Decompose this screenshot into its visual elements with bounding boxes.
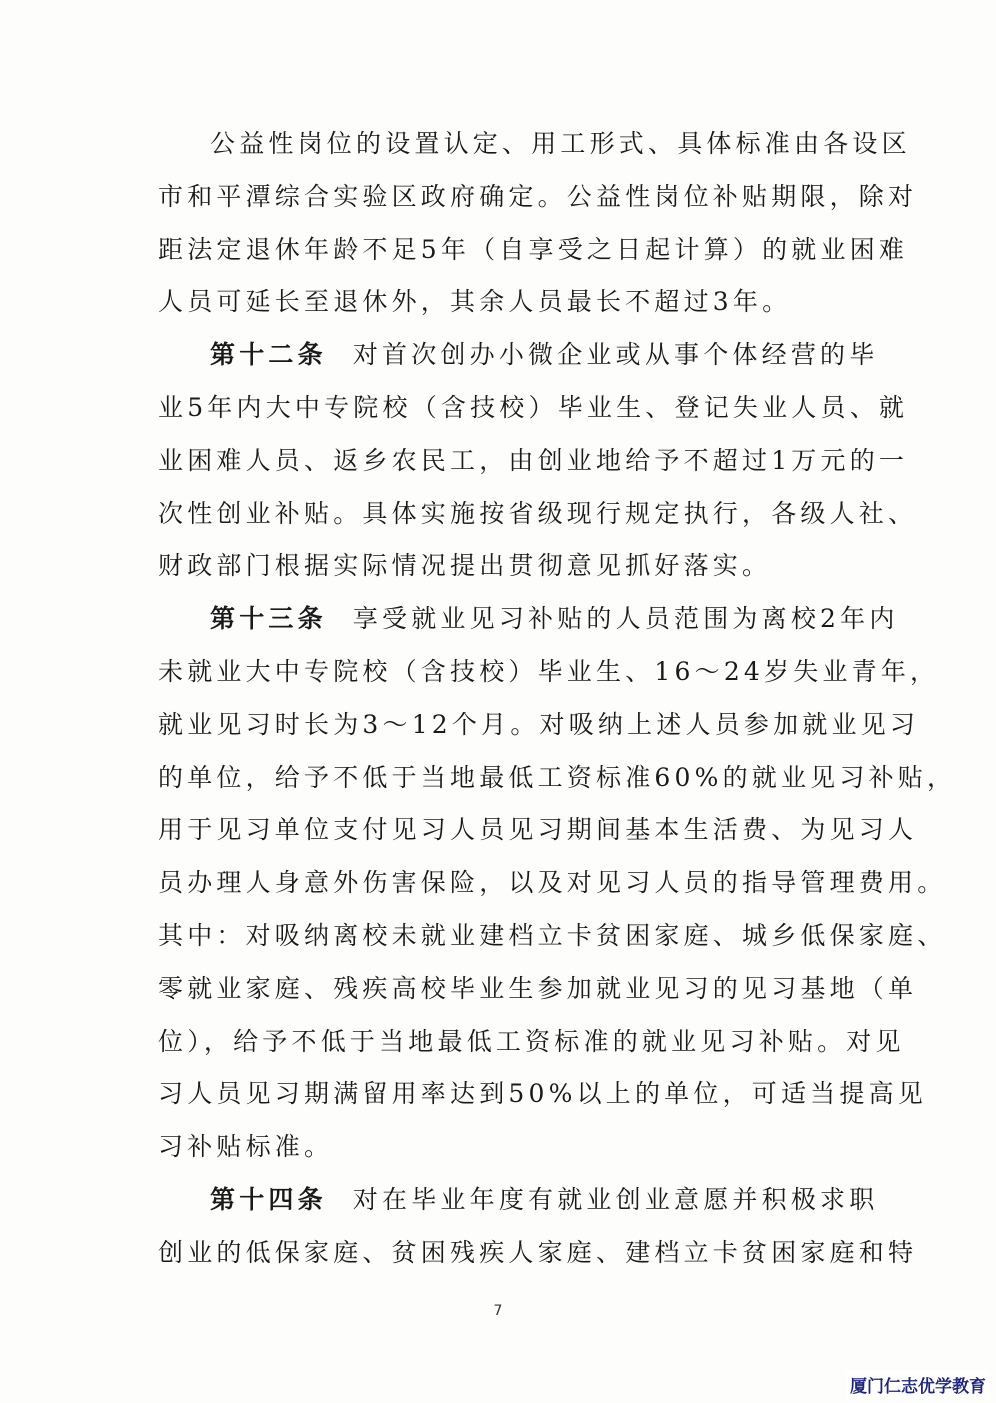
article-13-heading: 第十三条 (210, 604, 327, 634)
text-line: 习补贴标准。 (158, 1132, 334, 1162)
text-line: 用于见习单位支付见习人员见习期间基本生活费、为见习人 (158, 815, 918, 845)
text-line: 的单位，给予不低于当地最低工资标准60%的就业见习补贴， (158, 762, 957, 792)
page-number: 7 (493, 1303, 503, 1319)
text-line: 对在毕业年度有就业创业意愿并积极求职 (352, 1184, 879, 1214)
article-14-heading: 第十四条 (210, 1184, 327, 1214)
text-line: 次性创业补贴。具体实施按省级现行规定执行，各级人社、 (158, 498, 918, 528)
text-line: 业困难人员、返乡农民工，由创业地给予不超过1万元的一 (158, 445, 909, 475)
text-line: 财政部门根据实际情况提出贯彻意见抓好落实。 (158, 551, 772, 581)
text-line: 公益性岗位的设置认定、用工形式、具体标准由各设区 (210, 129, 911, 158)
text-line: 享受就业见习补贴的人员范围为离校2年内 (352, 604, 899, 634)
text-line: 市和平潭综合实验区政府确定。公益性岗位补贴期限，除对 (158, 181, 918, 211)
watermark-text: 厦门仁志优学教育 (846, 1370, 990, 1399)
article-12-first-line (158, 329, 879, 382)
document-body (158, 118, 957, 1280)
text-line: 人员可延长至退休外，其余人员最长不超过3年。 (158, 287, 792, 317)
article-14-first-line (158, 1174, 879, 1227)
article-13-first-line (158, 593, 899, 646)
text-line: 员办理人身意外伤害保险，以及对见习人员的指导管理费用。 (158, 868, 947, 898)
text-line: 距法定退休年龄不足5年（自享受之日起计算）的就业困难 (158, 234, 909, 264)
text-line: 业5年内大中专院校（含技校）毕业生、登记失业人员、就 (158, 392, 909, 422)
text-line: 习人员见习期满留用率达到50%以上的单位，可适当提高见 (158, 1079, 927, 1109)
text-line: 创业的低保家庭、贫困残疾人家庭、建档立卡贫困家庭和特 (158, 1237, 918, 1267)
text-line: 其中：对吸纳离校未就业建档立卡贫困家庭、城乡低保家庭、 (158, 920, 947, 950)
text-line: 对首次创办小微企业或从事个体经营的毕 (352, 340, 879, 370)
text-line: 位），给予不低于当地最低工资标准的就业见习补贴。对见 (158, 1026, 905, 1056)
text-line: 零就业家庭、残疾高校毕业生参加就业见习的见习基地（单 (158, 973, 918, 1003)
text-line: 就业见习时长为3～12个月。对吸纳上述人员参加就业见习 (158, 709, 920, 739)
text-line: 未就业大中专院校（含技校）毕业生、16～24岁失业青年， (158, 656, 940, 686)
article-12-heading: 第十二条 (210, 340, 327, 370)
